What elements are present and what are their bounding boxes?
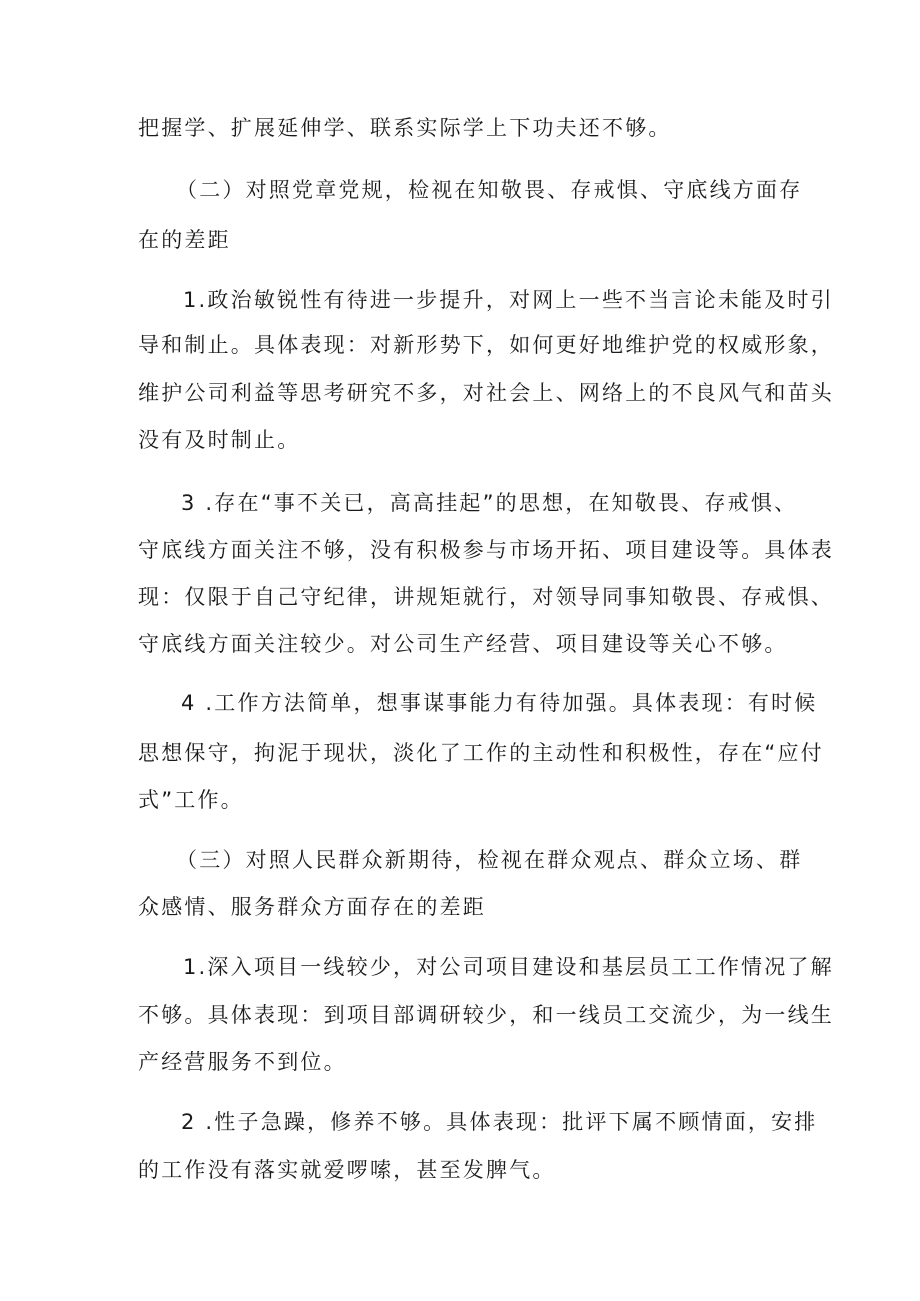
- section-heading-cont: 在的差距: [138, 228, 231, 252]
- section-heading: （三）对照人民群众新期待，检视在群众观点、群众立场、群: [176, 848, 803, 872]
- paragraph-line: 守底线方面关注不够，没有积极参与市场开拓、项目建设等。具体表: [138, 538, 834, 562]
- paragraph-line: 现：仅限于自己守纪律，讲规矩就行，对领导同事知敬畏、存戒惧、: [138, 585, 834, 609]
- text-line: 把握学、扩展延伸学、联系实际学上下功夫还不够。: [138, 116, 672, 140]
- paragraph-line: 1.深入项目一线较少，对公司项目建设和基层员工工作情况了解: [183, 955, 834, 979]
- paragraph-line: 思想保守，拘泥于现状，淡化了工作的主动性和积极性，存在“应付: [138, 741, 824, 765]
- paragraph-line: 1.政治敏锐性有待进一步提升，对网上一些不当言论未能及时引: [183, 288, 834, 312]
- paragraph-line: 式”工作。: [138, 788, 244, 812]
- paragraph-line: 4 .工作方法简单，想事谋事能力有待加强。具体表现：有时候: [181, 691, 818, 715]
- paragraph-line: 产经营服务不到位。: [138, 1050, 347, 1074]
- paragraph-line: 没有及时制止。: [138, 428, 301, 452]
- paragraph-line: 导和制止。具体表现：对新形势下，如何更好地维护党的权威形象，: [138, 333, 834, 357]
- paragraph-line: 不够。具体表现：到项目部调研较少，和一线员工交流少，为一线生: [138, 1003, 834, 1027]
- section-heading-cont: 众感情、服务群众方面存在的差距: [138, 895, 486, 919]
- paragraph-line: 维护公司利益等思考研究不多，对社会上、网络上的不良风气和苗头: [138, 381, 834, 405]
- section-heading: （二）对照党章党规，检视在知敬畏、存戒惧、守底线方面存: [176, 178, 803, 202]
- paragraph-line: 的工作没有落实就爱啰嗦，甚至发脾气。: [138, 1158, 556, 1182]
- paragraph-line: 3 .存在“事不关已，高高挂起”的思想，在知敬畏、存戒惧、: [181, 491, 798, 515]
- paragraph-line: 2 .性子急躁，修养不够。具体表现：批评下属不顾情面，安排: [181, 1110, 818, 1134]
- paragraph-line: 守底线方面关注较少。对公司生产经营、项目建设等关心不够。: [138, 632, 788, 656]
